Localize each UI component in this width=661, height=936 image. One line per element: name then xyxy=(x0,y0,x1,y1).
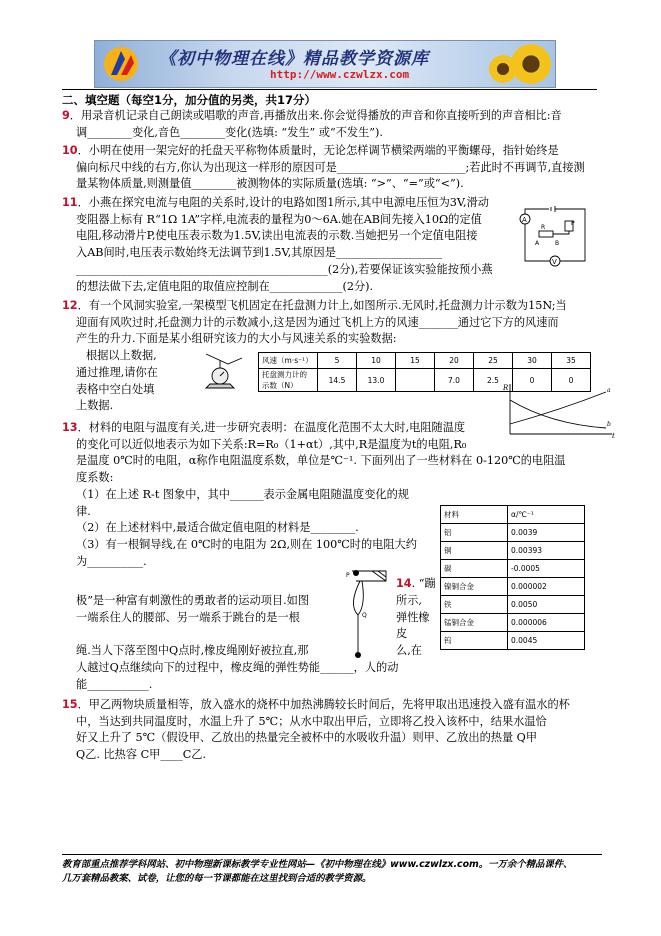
table-cell: α/℃⁻¹ xyxy=(508,506,585,524)
question-text: 是温度 0℃时的电阻，α称作电阻温度系数，单位是℃⁻¹. 下面列出了一些材料在 0-120℃的电阻温 xyxy=(76,454,566,468)
question-14-right xyxy=(396,593,446,660)
footer-divider xyxy=(62,854,602,855)
table-cell: 14.5 xyxy=(318,369,357,392)
question-number: 14 xyxy=(396,577,412,590)
table-cell: 铜 xyxy=(441,542,508,560)
svg-text:A: A xyxy=(535,240,540,247)
table-cell: 0.0050 xyxy=(508,596,585,614)
resistance-coefficient-table xyxy=(440,505,585,650)
question-text: 人越过Q点继续向下的过程中，橡皮绳的弹性势能______，人的动 xyxy=(76,661,399,674)
question-14-tail xyxy=(76,660,476,693)
question-text: Q乙. 比热容 C甲____C乙. xyxy=(76,748,207,762)
question-text: ．甲乙两物块质量相等，放入盛水的烧杯中加热沸腾较长时间后，先将甲取出迅速投入盛有温水的杯 xyxy=(77,698,570,711)
question-text: . “蹦 xyxy=(411,577,436,590)
svg-text:R: R xyxy=(503,384,509,392)
banner-url: http://www.czwlzx.com xyxy=(270,68,410,81)
question-text: 么,在 xyxy=(396,644,422,658)
question-text: ．材料的电阻与温度有关,进一步研究表明：在温度化范围不太大时,电阻随温度 xyxy=(77,421,466,434)
svg-text:B: B xyxy=(555,240,560,247)
question-text: 极”是一种富有刺激性的勇敢者的运动项目.如图 xyxy=(76,594,310,607)
table-cell: 钨 xyxy=(441,632,508,650)
question-number: 12 xyxy=(62,299,78,312)
table-cell: 25 xyxy=(474,353,513,369)
question-text: 弹性橡 xyxy=(396,610,430,624)
divider xyxy=(62,89,597,90)
question-text: 好又上升了 5℃（假设甲、乙放出的热量完全被杯中的水吸收升温）则甲、乙放出的热量 Q甲 xyxy=(76,731,538,745)
question-text: 迎面有风吹过时,托盘测力计的示数减小,这是因为通过飞机上方的风速_______通过它下方的风速而 xyxy=(76,315,559,329)
table-cell: 30 xyxy=(513,353,552,369)
banner-title: 《初中物理在线》精品教学资源库 xyxy=(159,49,429,69)
question-text: 上数据. xyxy=(76,399,114,413)
table-cell: 7.0 xyxy=(435,369,474,392)
table-cell: 镍铜合金 xyxy=(441,578,508,596)
header-banner xyxy=(94,40,556,88)
question-text: 所示, xyxy=(396,594,422,607)
table-cell: 0 xyxy=(513,369,552,392)
section-heading: 二、填空题（每空1分，加分值的另类，共17分） xyxy=(62,93,317,107)
table-cell: 5 xyxy=(318,353,357,369)
table-cell: 风速（m·s⁻¹） xyxy=(259,353,318,369)
table-cell: 0.0039 xyxy=(508,524,585,542)
question-text: 根据以上数据, xyxy=(86,349,157,363)
question-number: 13 xyxy=(62,421,78,434)
table-cell: 0.0045 xyxy=(508,632,585,650)
table-cell: 0.000002 xyxy=(508,578,585,596)
svg-text:a: a xyxy=(607,387,611,394)
question-text: 一端系住人的腰部、另一端系于跳台的是一根 xyxy=(76,610,300,624)
table-cell xyxy=(396,369,435,392)
question-text: 能___________. xyxy=(76,677,153,691)
svg-text:V: V xyxy=(552,258,557,266)
table-cell: 材料 xyxy=(441,506,508,524)
table-cell: 锰铜合金 xyxy=(441,614,508,632)
svg-text:Q: Q xyxy=(362,612,367,619)
question-text: 通过推理,请你在 xyxy=(76,365,158,379)
question-text: 入AB间时,电压表示数始终无法调节到1.5V,其原因是___________________ xyxy=(76,246,443,260)
table-cell: 托盘测力计的示数（N） xyxy=(259,369,318,392)
question-number: 11 xyxy=(62,196,78,209)
question-text: （2）在上述材料中,最适合做定值电阻的材料是________. xyxy=(76,521,359,535)
table-cell: 2.5 xyxy=(474,369,513,392)
table-cell: -0.0005 xyxy=(508,560,585,578)
question-text: 律. xyxy=(76,504,91,518)
question-9 xyxy=(62,108,602,141)
question-14 xyxy=(76,593,356,660)
question-text: 皮 xyxy=(396,627,408,641)
table-cell: 0.000006 xyxy=(508,614,585,632)
question-11 xyxy=(62,195,512,295)
question-text: _____________________________________________(2分),若要保证该实验能按预小燕 xyxy=(76,262,493,276)
table-cell: 10 xyxy=(357,353,396,369)
question-text: 为__________. xyxy=(76,554,147,568)
footer-text: 几万套精品教案、试卷，让您的每一节课都能在这里找到合适的教学资源。 xyxy=(62,873,372,884)
question-text: 产生的升力.下面是某小组研究该力的大小与风速关系的实验数据: xyxy=(76,332,397,346)
sunflower-icon xyxy=(511,44,551,84)
question-text: 电阻,移动滑片P,使电压表示数为1.5V,读出电流表的示数.当她把另一个定值电阻接 xyxy=(76,229,478,243)
question-text: （3）有一根铜导线,在 0℃时的电阻为 2Ω,则在 100℃时的电阻大约 xyxy=(76,537,417,551)
question-text: 调________变化,音色________变化(选填: “发生” 或“不发生”). xyxy=(76,125,383,139)
question-14-head xyxy=(396,576,456,593)
question-text: 偏向标尺中线的右方,你认为出现这一样形的原因可是_______________________;若此时不再调节,直接测 xyxy=(76,160,585,174)
logo-icon xyxy=(101,45,141,83)
svg-text:P: P xyxy=(571,220,575,227)
question-text: ．小明在使用一架完好的托盘天平称物体质量时，无论怎样调节横梁两端的平衡螺母，指针始终是 xyxy=(77,144,559,157)
circuit-diagram xyxy=(515,203,595,273)
footer xyxy=(62,858,622,886)
svg-text:b: b xyxy=(607,421,611,428)
table-cell: 20 xyxy=(435,353,474,369)
svg-text:P: P xyxy=(346,572,350,579)
question-number: 10 xyxy=(62,144,78,157)
question-number: 15 xyxy=(62,698,78,711)
question-15 xyxy=(62,697,602,764)
svg-text:A: A xyxy=(522,216,527,224)
svg-text:R: R xyxy=(541,224,546,231)
table-cell: 0.00393 xyxy=(508,542,585,560)
question-text: 度系数: xyxy=(76,471,114,485)
question-text: ．用录音机记录自己朗读或唱歌的声音,再播放出来.你会觉得播放的声音和你直接听到的声音相比:音 xyxy=(69,109,562,122)
question-text: 中，当达到共同温度时，水温上升了 5℃；从水中取出甲后，立即将乙投入该杯中，结果水温恰 xyxy=(76,714,547,728)
table-cell: 铝 xyxy=(441,524,508,542)
question-10 xyxy=(62,143,602,193)
table-cell: 15 xyxy=(396,353,435,369)
footer-text: 教育部重点推荐学科网站、初中物理新课标教学专业性网站—《初中物理在线》www.czwlzx.com。一万余个精品课件、 xyxy=(62,859,573,870)
table-cell: 铁 xyxy=(441,596,508,614)
question-text: 的变化可以近似地表示为如下关系:R=R₀（1+αt）,其中,R是温度为t的电阻,R₀ xyxy=(76,437,467,451)
question-text: 变阻器上标有 R“1Ω 1A”字样,电流表的量程为0～6A.她在AB间先接入10Ω的定值 xyxy=(76,212,482,226)
table-cell: 35 xyxy=(552,353,591,369)
question-text: ．有一个风洞实验室,一架模型飞机固定在托盘测力计上,如图所示.无风时,托盘测力计示数为15N;当 xyxy=(77,299,567,312)
question-text: 量某物体质量,则测量值________被测物体的实际质量(选填: “>”、“=”或“<”). xyxy=(76,177,464,191)
question-text: 表格中空白处填 xyxy=(76,382,155,396)
table-cell: 0 xyxy=(552,369,591,392)
question-number: 9 xyxy=(62,109,70,122)
question-text: （1）在上述 R-t 图象中，其中______表示金属电阻随温度变化的规 xyxy=(76,487,409,501)
question-text: 绳.当人下落至图中Q点时,橡皮绳刚好被拉直,那 xyxy=(76,644,309,658)
svg-text:t: t xyxy=(612,432,615,440)
table-cell: 13.0 xyxy=(357,369,396,392)
scale-airplane-figure xyxy=(198,350,254,394)
question-text: 的想法做下去,定值电阻的取值应控制在_____________(2分). xyxy=(76,279,374,293)
question-text: ．小燕在探究电流与电阻的关系时,设计的电路如图1所示,其中电源电压恒为3V,滑动 xyxy=(77,196,489,209)
table-cell: 碳 xyxy=(441,560,508,578)
